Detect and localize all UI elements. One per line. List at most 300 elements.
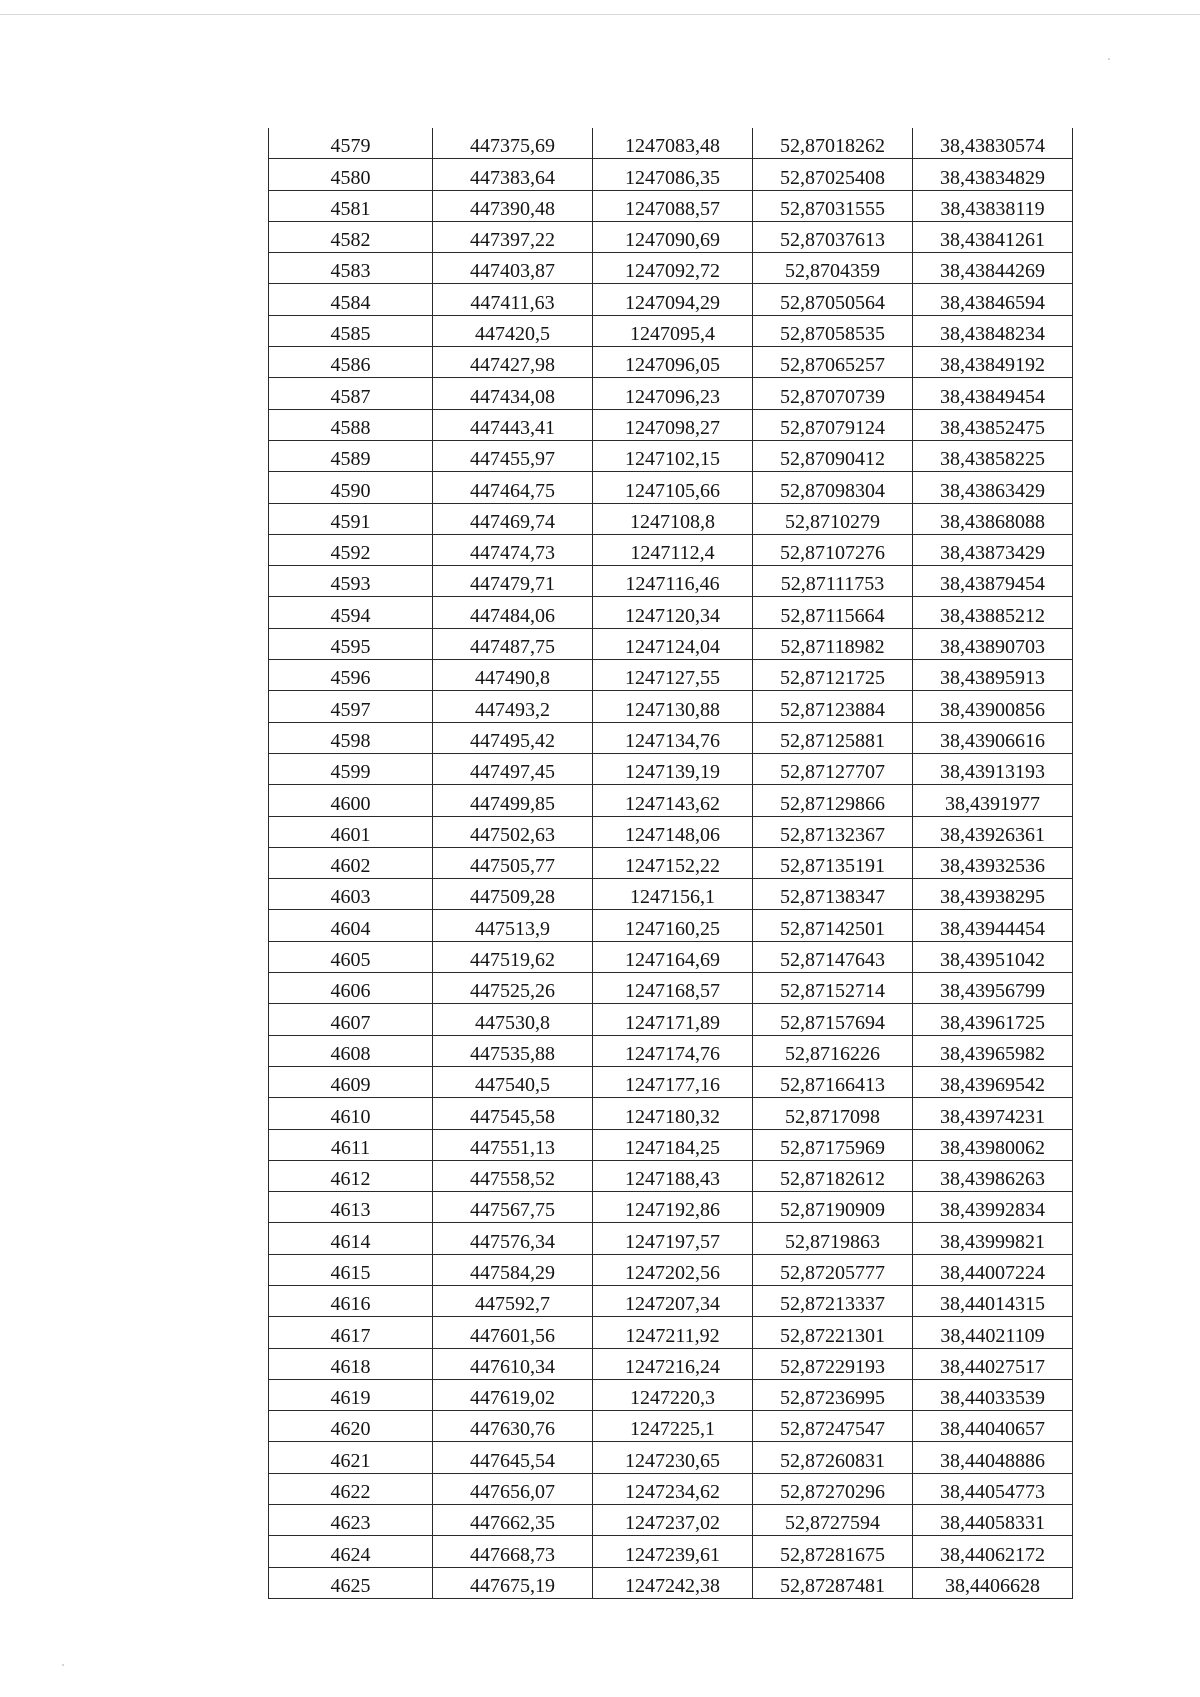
x-coordinate-cell [433,660,593,691]
cell-text: 447576,34 [470,1230,555,1253]
cell-text: 52,87065257 [780,354,885,377]
cell-text: 38,43956799 [940,980,1045,1003]
cell-text: 447619,02 [470,1387,555,1410]
cell-text: 4609 [330,1074,371,1097]
cell-text: 447610,34 [470,1355,555,1378]
cell-text: 4606 [330,980,371,1003]
table-row [269,159,1073,190]
longitude-cell [913,628,1073,659]
cell-text: 1247143,62 [625,792,720,815]
cell-text: 447675,19 [470,1574,555,1597]
latitude-cell [753,1098,913,1129]
cell-text: 4588 [330,416,371,439]
cell-text: 52,87037613 [780,229,885,252]
point-number-cell [269,1379,433,1410]
longitude-cell [913,1317,1073,1348]
cell-text: 4615 [330,1261,371,1284]
cell-text: 52,87142501 [780,917,885,940]
x-coordinate-cell [433,1505,593,1536]
cell-text: 447487,75 [470,636,555,659]
cell-text: 38,43873429 [940,542,1045,565]
cell-text: 52,87236995 [780,1387,885,1410]
y-coordinate-cell [593,1348,753,1379]
y-coordinate-cell [593,472,753,503]
cell-text: 447535,88 [470,1042,555,1065]
table-row [269,597,1073,628]
y-coordinate-cell [593,1004,753,1035]
cell-text: 447455,97 [470,448,555,471]
cell-text: 52,87205777 [780,1261,885,1284]
latitude-cell [753,597,913,628]
longitude-cell [913,910,1073,941]
x-coordinate-cell [433,1348,593,1379]
latitude-cell [753,1004,913,1035]
y-coordinate-cell [593,816,753,847]
cell-text: 38,43879454 [940,573,1045,596]
cell-text: 4616 [330,1293,371,1316]
point-number-cell [269,597,433,628]
table-row [269,503,1073,534]
point-number-cell [269,253,433,284]
point-number-cell [269,1004,433,1035]
cell-text: 447525,26 [470,980,555,1003]
point-number-cell [269,879,433,910]
longitude-cell [913,691,1073,722]
longitude-cell [913,534,1073,565]
latitude-cell [753,1536,913,1567]
cell-text: 38,43900856 [940,698,1045,721]
point-number-cell [269,378,433,409]
y-coordinate-cell [593,1066,753,1097]
y-coordinate-cell [593,1098,753,1129]
cell-text: 447383,64 [470,166,555,189]
x-coordinate-cell [433,691,593,722]
cell-text: 4607 [330,1011,371,1034]
x-coordinate-cell [433,378,593,409]
latitude-cell [753,1223,913,1254]
point-number-cell [269,1066,433,1097]
latitude-cell [753,753,913,784]
latitude-cell [753,534,913,565]
cell-text: 38,43906616 [940,729,1045,752]
point-number-cell [269,1473,433,1504]
cell-text: 38,43858225 [940,448,1045,471]
cell-text: 38,43830574 [940,135,1045,158]
x-coordinate-cell [433,534,593,565]
x-coordinate-cell [433,409,593,440]
cell-text: 447567,75 [470,1199,555,1222]
cell-text: 1247197,57 [625,1230,720,1253]
cell-text: 1247156,1 [630,886,715,909]
cell-text: 4618 [330,1355,371,1378]
latitude-cell [753,1160,913,1191]
point-number-cell [269,1567,433,1598]
point-number-cell [269,284,433,315]
latitude-cell [753,1411,913,1442]
cell-text: 52,87031555 [780,197,885,220]
cell-text: 447513,9 [475,917,550,940]
cell-text: 4602 [330,855,371,878]
cell-text: 38,43965982 [940,1042,1045,1065]
cell-text: 4581 [330,197,371,220]
latitude-cell [753,253,913,284]
cell-text: 52,8727594 [785,1512,880,1535]
table-row [269,1035,1073,1066]
point-number-cell [269,722,433,753]
point-number-cell [269,847,433,878]
x-coordinate-cell [433,1004,593,1035]
cell-text: 447397,22 [470,229,555,252]
latitude-cell [753,1348,913,1379]
table-row [269,440,1073,471]
x-coordinate-cell [433,503,593,534]
cell-text: 52,8716226 [785,1042,880,1065]
x-coordinate-cell [433,253,593,284]
cell-text: 38,43841261 [940,229,1045,252]
cell-text: 4605 [330,949,371,972]
cell-text: 38,43938295 [940,886,1045,909]
latitude-cell [753,1192,913,1223]
cell-text: 447443,41 [470,416,555,439]
cell-text: 4582 [330,229,371,252]
longitude-cell [913,1098,1073,1129]
cell-text: 4624 [330,1543,371,1566]
y-coordinate-cell [593,1129,753,1160]
table-row [269,1379,1073,1410]
cell-text: 1247102,15 [625,448,720,471]
cell-text: 447601,56 [470,1324,555,1347]
table-row [269,1129,1073,1160]
table-row [269,1285,1073,1316]
cell-text: 4613 [330,1199,371,1222]
x-coordinate-cell [433,910,593,941]
cell-text: 4601 [330,823,371,846]
cell-text: 1247225,1 [630,1418,715,1441]
cell-text: 1247096,23 [625,385,720,408]
cell-text: 447558,52 [470,1168,555,1191]
table-row [269,753,1073,784]
x-coordinate-cell [433,347,593,378]
x-coordinate-cell [433,1411,593,1442]
longitude-cell [913,1411,1073,1442]
cell-text: 38,43969542 [940,1074,1045,1097]
cell-text: 52,87127707 [780,761,885,784]
cell-text: 4594 [330,604,371,627]
cell-text: 38,44062172 [940,1543,1045,1566]
cell-text: 1247124,04 [625,636,720,659]
latitude-cell [753,409,913,440]
cell-text: 38,43999821 [940,1230,1045,1253]
table-row [269,190,1073,221]
cell-text: 447592,7 [475,1293,550,1316]
point-number-cell [269,1348,433,1379]
table-row [269,660,1073,691]
point-number-cell [269,1129,433,1160]
cell-text: 4620 [330,1418,371,1441]
latitude-cell [753,472,913,503]
table-row [269,691,1073,722]
cell-text: 4597 [330,698,371,721]
longitude-cell [913,1066,1073,1097]
cell-text: 1247086,35 [625,166,720,189]
x-coordinate-cell [433,1442,593,1473]
cell-text: 1247096,05 [625,354,720,377]
cell-text: 1247202,56 [625,1261,720,1284]
x-coordinate-cell [433,1066,593,1097]
longitude-cell [913,597,1073,628]
cell-text: 38,43848234 [940,323,1045,346]
cell-text: 447540,5 [475,1074,550,1097]
longitude-cell [913,816,1073,847]
latitude-cell [753,628,913,659]
point-number-cell [269,628,433,659]
cell-text: 447502,63 [470,823,555,846]
y-coordinate-cell [593,1379,753,1410]
cell-text: 4610 [330,1105,371,1128]
x-coordinate-cell [433,1379,593,1410]
x-coordinate-cell [433,284,593,315]
cell-text: 1247188,43 [625,1168,720,1191]
table-row [269,1442,1073,1473]
cell-text: 52,87107276 [780,542,885,565]
cell-text: 52,87129866 [780,792,885,815]
table-row [269,1192,1073,1223]
table-row [269,910,1073,941]
cell-text: 38,43980062 [940,1136,1045,1159]
cell-text: 447668,73 [470,1543,555,1566]
cell-text: 1247237,02 [625,1512,720,1535]
cell-text: 1247130,88 [625,698,720,721]
latitude-cell [753,378,913,409]
cell-text: 4584 [330,291,371,314]
cell-text: 447375,69 [470,135,555,158]
table-row [269,847,1073,878]
x-coordinate-cell [433,1473,593,1504]
point-number-cell [269,785,433,816]
latitude-cell [753,1254,913,1285]
cell-text: 52,87111753 [780,573,885,596]
latitude-cell [753,128,913,159]
cell-text: 4623 [330,1512,371,1535]
x-coordinate-cell [433,628,593,659]
latitude-cell [753,440,913,471]
latitude-cell [753,503,913,534]
point-number-cell [269,1285,433,1316]
point-number-cell [269,753,433,784]
latitude-cell [753,1379,913,1410]
cell-text: 52,87118982 [780,636,885,659]
longitude-cell [913,159,1073,190]
cell-text: 52,87190909 [780,1199,885,1222]
table-row [269,378,1073,409]
cell-text: 1247127,55 [625,667,720,690]
x-coordinate-cell [433,753,593,784]
cell-text: 52,87025408 [780,166,885,189]
point-number-cell [269,534,433,565]
cell-text: 38,43926361 [940,823,1045,846]
cell-text: 1247108,8 [630,510,715,533]
cell-text: 1247211,92 [625,1324,720,1347]
cell-text: 52,87281675 [780,1543,885,1566]
table-row [269,409,1073,440]
point-number-cell [269,973,433,1004]
cell-text: 52,87221301 [780,1324,885,1347]
table-row [269,722,1073,753]
x-coordinate-cell [433,1285,593,1316]
table-row [269,472,1073,503]
longitude-cell [913,472,1073,503]
table-row [269,1317,1073,1348]
y-coordinate-cell [593,1505,753,1536]
longitude-cell [913,221,1073,252]
cell-text: 4625 [330,1574,371,1597]
cell-text: 4612 [330,1168,371,1191]
point-number-cell [269,910,433,941]
longitude-cell [913,785,1073,816]
x-coordinate-cell [433,1567,593,1598]
longitude-cell [913,1160,1073,1191]
coordinates-table-body [269,128,1073,1598]
cell-text: 52,87182612 [780,1168,885,1191]
cell-text: 4583 [330,260,371,283]
cell-text: 4596 [330,667,371,690]
longitude-cell [913,128,1073,159]
latitude-cell [753,1035,913,1066]
longitude-cell [913,1285,1073,1316]
latitude-cell [753,347,913,378]
cell-text: 447584,29 [470,1261,555,1284]
table-row [269,315,1073,346]
cell-text: 447551,13 [470,1136,555,1159]
y-coordinate-cell [593,1411,753,1442]
y-coordinate-cell [593,253,753,284]
longitude-cell [913,1004,1073,1035]
cell-text: 38,44033539 [940,1387,1045,1410]
table-row [269,1223,1073,1254]
latitude-cell [753,159,913,190]
point-number-cell [269,409,433,440]
cell-text: 38,43932536 [940,855,1045,878]
y-coordinate-cell [593,1567,753,1598]
y-coordinate-cell [593,785,753,816]
x-coordinate-cell [433,221,593,252]
cell-text: 52,87098304 [780,479,885,502]
cell-text: 1247120,34 [625,604,720,627]
longitude-cell [913,722,1073,753]
cell-text: 1247116,46 [625,573,720,596]
table-row [269,284,1073,315]
longitude-cell [913,315,1073,346]
longitude-cell [913,440,1073,471]
cell-text: 4621 [330,1449,371,1472]
cell-text: 4603 [330,886,371,909]
latitude-cell [753,660,913,691]
cell-text: 52,87018262 [780,135,885,158]
latitude-cell [753,1442,913,1473]
cell-text: 4587 [330,385,371,408]
cell-text: 38,43863429 [940,479,1045,502]
latitude-cell [753,722,913,753]
y-coordinate-cell [593,1192,753,1223]
latitude-cell [753,1505,913,1536]
cell-text: 4598 [330,729,371,752]
cell-text: 52,8719863 [785,1230,880,1253]
y-coordinate-cell [593,1285,753,1316]
longitude-cell [913,1379,1073,1410]
y-coordinate-cell [593,221,753,252]
latitude-cell [753,879,913,910]
y-coordinate-cell [593,1223,753,1254]
scan-top-edge [0,14,1200,15]
cell-text: 52,87132367 [780,823,885,846]
cell-text: 38,44007224 [940,1261,1045,1284]
x-coordinate-cell [433,1098,593,1129]
x-coordinate-cell [433,1223,593,1254]
table-row [269,128,1073,159]
longitude-cell [913,566,1073,597]
cell-text: 52,87152714 [780,980,885,1003]
cell-text: 52,87147643 [780,949,885,972]
y-coordinate-cell [593,691,753,722]
cell-text: 1247184,25 [625,1136,720,1159]
cell-text: 447490,8 [475,667,550,690]
y-coordinate-cell [593,503,753,534]
cell-text: 52,87229193 [780,1355,885,1378]
cell-text: 52,87123884 [780,698,885,721]
cell-text: 1247083,48 [625,135,720,158]
table-row [269,1098,1073,1129]
longitude-cell [913,1035,1073,1066]
point-number-cell [269,440,433,471]
x-coordinate-cell [433,1254,593,1285]
x-coordinate-cell [433,1035,593,1066]
table-row [269,1066,1073,1097]
y-coordinate-cell [593,440,753,471]
cell-text: 38,43849454 [940,385,1045,408]
cell-text: 1247242,38 [625,1574,720,1597]
table-row [269,1348,1073,1379]
y-coordinate-cell [593,1160,753,1191]
cell-text: 447411,63 [470,291,555,314]
cell-text: 52,87121725 [780,667,885,690]
cell-text: 447509,28 [470,886,555,909]
y-coordinate-cell [593,1035,753,1066]
point-number-cell [269,1411,433,1442]
cell-text: 52,87090412 [780,448,885,471]
point-number-cell [269,190,433,221]
cell-text: 4589 [330,448,371,471]
cell-text: 38,43849192 [940,354,1045,377]
point-number-cell [269,159,433,190]
point-number-cell [269,315,433,346]
x-coordinate-cell [433,816,593,847]
cell-text: 52,87058535 [780,323,885,346]
longitude-cell [913,409,1073,440]
coordinates-table [268,128,1073,1599]
longitude-cell [913,941,1073,972]
latitude-cell [753,1567,913,1598]
cell-text: 38,44021109 [940,1324,1045,1347]
cell-text: 447662,35 [470,1512,555,1535]
cell-text: 447495,42 [470,729,555,752]
longitude-cell [913,253,1073,284]
cell-text: 1247174,76 [625,1042,720,1065]
cell-text: 447434,08 [470,385,555,408]
point-number-cell [269,472,433,503]
x-coordinate-cell [433,1317,593,1348]
y-coordinate-cell [593,879,753,910]
point-number-cell [269,1536,433,1567]
